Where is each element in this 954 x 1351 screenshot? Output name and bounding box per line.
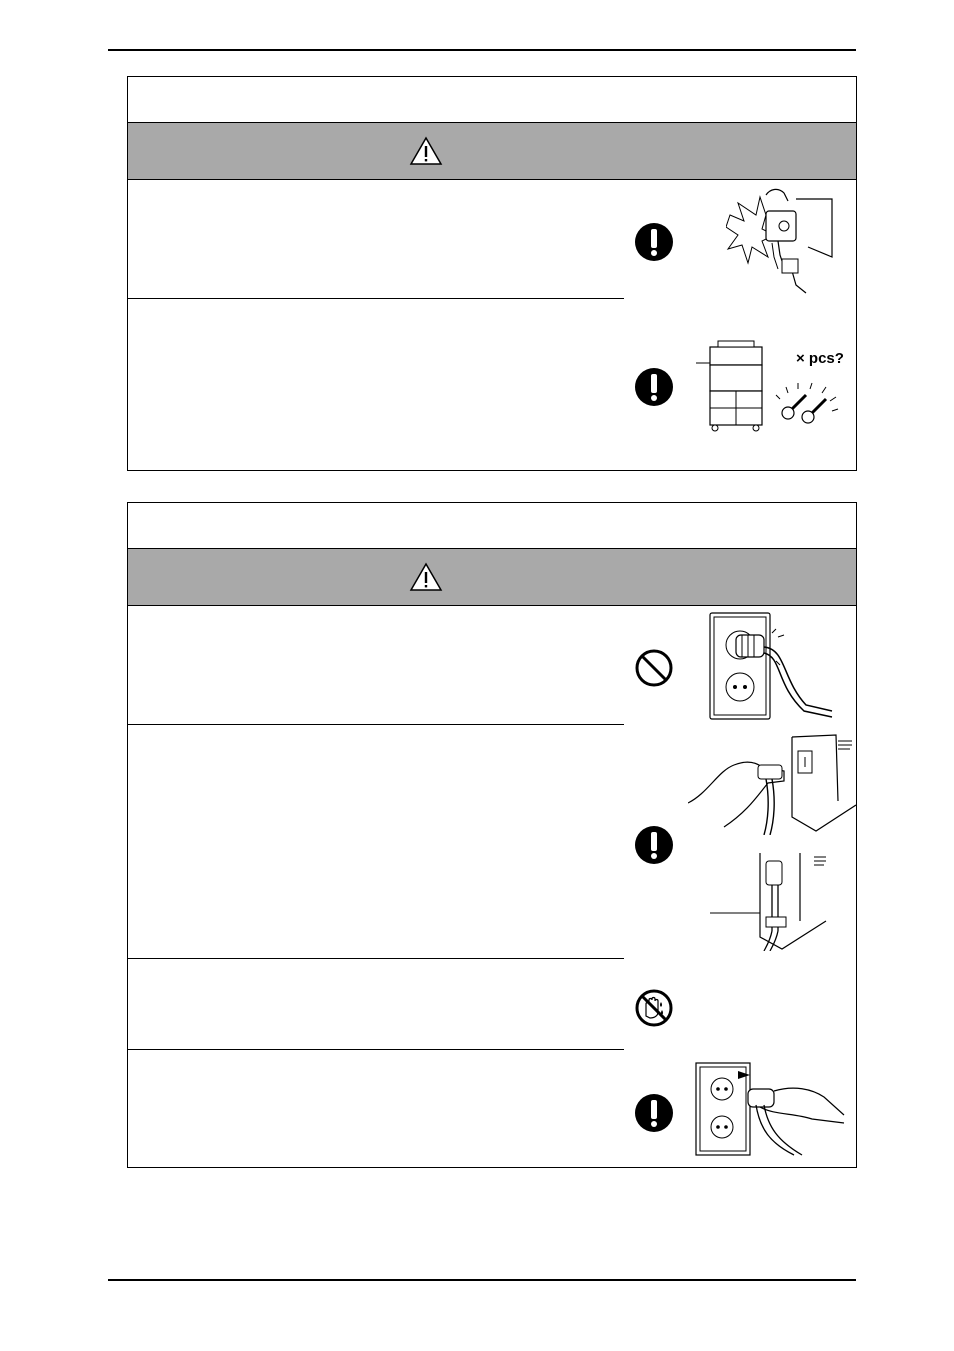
footer-rule <box>108 1279 856 1281</box>
warning-triangle-icon <box>409 136 443 166</box>
warning-panel-1 <box>127 76 857 471</box>
warning-triangle-icon <box>409 562 443 592</box>
mandatory-icon <box>634 825 674 865</box>
warning-banner <box>128 549 856 606</box>
copier-screws-illustration <box>690 335 858 435</box>
warning-row <box>128 180 624 299</box>
prohibited-icon <box>634 648 674 688</box>
screw-count-label: × pcs? <box>796 350 844 367</box>
warning-banner <box>128 123 856 180</box>
warning-row <box>128 606 624 725</box>
warning-row <box>128 725 624 959</box>
panel-title <box>128 503 856 549</box>
mandatory-icon <box>634 222 674 262</box>
unplugging-cord-illustration <box>694 1059 846 1159</box>
no-wet-hands-icon <box>634 988 674 1028</box>
warning-row <box>128 959 624 1050</box>
power-cord-spark-illustration <box>726 185 846 297</box>
plug-in-outlet-illustration <box>706 609 836 721</box>
warning-row <box>128 299 624 471</box>
warning-row <box>128 1050 624 1168</box>
cord-holder-illustration <box>710 851 830 951</box>
mandatory-icon <box>634 1093 674 1133</box>
hand-inserting-cord-illustration <box>688 731 856 835</box>
panel-title <box>128 77 856 123</box>
warning-panel-2 <box>127 502 857 1168</box>
mandatory-icon <box>634 367 674 407</box>
header-rule <box>108 49 856 51</box>
